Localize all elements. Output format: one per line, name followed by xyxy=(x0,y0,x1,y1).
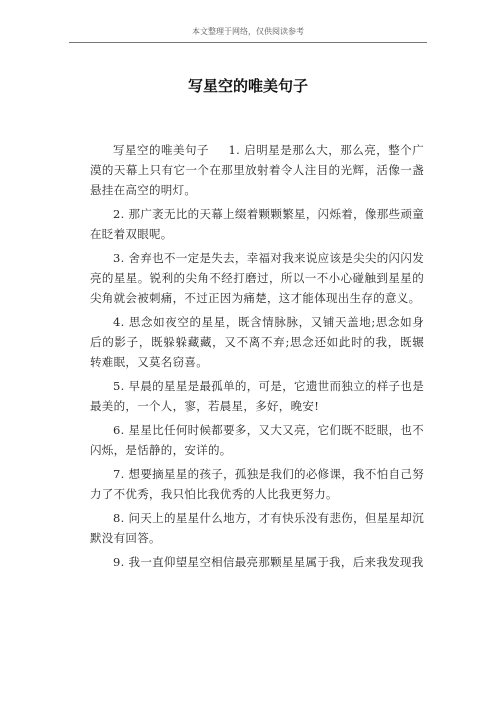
paragraph-1 xyxy=(90,140,424,200)
intro-label: 写星空的唯美句子 xyxy=(113,143,209,157)
page-title: 写星空的唯美句子 xyxy=(187,77,308,95)
paragraph-3: 3. 舍弃也不一定是失去，幸福对我来说应该是尖尖的闪闪发亮的星星。锐利的尖角不经打磨过，所以一不小心碰触到星星的尖角就会被刺痛，不过正因为痛楚，这才能体现出生存的意义。 xyxy=(90,251,424,305)
paragraph-8: 8. 问天上的星星什么地方，才有快乐没有悲伤，但星星却沉默没有回答。 xyxy=(90,511,424,545)
header-divider xyxy=(69,42,427,43)
paragraph-4: 4. 思念如夜空的星星，既含情脉脉，又铺天盖地;思念如身后的影子，既躲躲藏藏，又不离不弃;思念还如此时的我，既辗转难眠，又莫名窃喜。 xyxy=(90,315,424,369)
paragraph-9: 9. 我一直仰望星空相信最亮那颗星星属于我，后来我发现我 xyxy=(113,555,424,569)
paragraph-2: 2. 那广袤无比的天幕上缀着颗颗繁星，闪烁着，像那些顽童在眨着双眼呢。 xyxy=(90,207,424,241)
paragraph-6: 6. 星星比任何时候都要多，又大又亮，它们既不眨眼，也不闪烁，是恬静的，安详的。 xyxy=(90,423,424,457)
article-body xyxy=(90,140,424,576)
paragraph-5: 5. 早晨的星星是最孤单的，可是，它遗世而独立的样子也是最美的，一个人，寥，若晨星，多好，晚安! xyxy=(90,379,424,413)
source-note: 本文整理于网络，仅供阅读参考 xyxy=(192,27,304,36)
paragraph-text: 1. 启明星是那么大，那么亮，整个广漠的天幕上只有它一个在那里放射着令人注目的光辉，活像一盏悬挂在高空的明灯。 xyxy=(90,143,425,197)
paragraph-7: 7. 想要摘星星的孩子，孤独是我们的必修课，我不怕自己努力了不优秀，我只怕比我优秀的人比我更努力。 xyxy=(90,467,424,501)
